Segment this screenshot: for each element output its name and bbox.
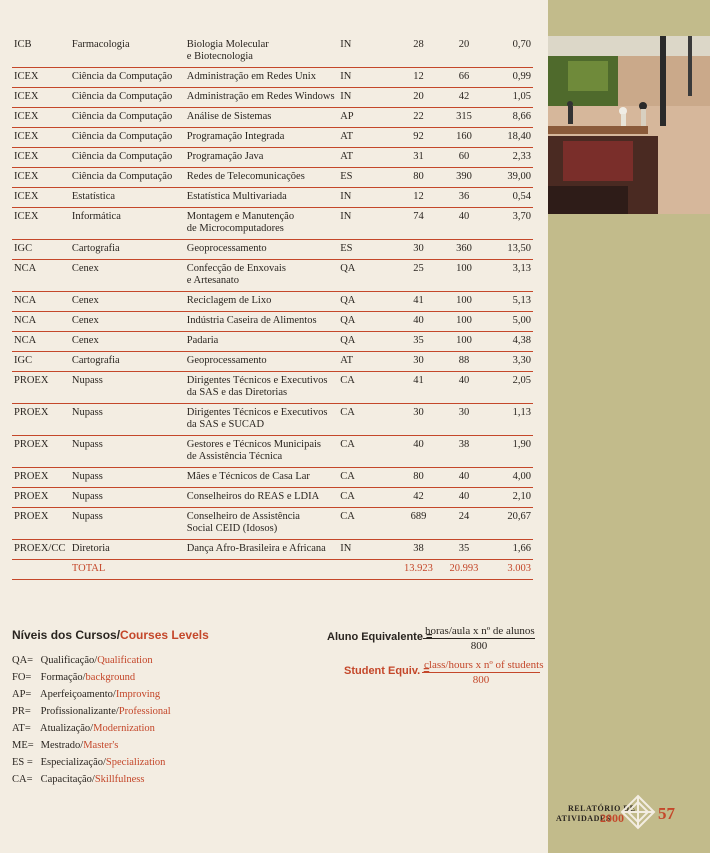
courses-table <box>12 36 533 580</box>
cell-unit: ICEX <box>12 88 70 108</box>
cell-hours: 92 <box>395 128 442 148</box>
cell-level: CA <box>338 436 395 468</box>
cell-students: 30 <box>442 404 486 436</box>
cell-unit: ICB <box>12 36 70 68</box>
level-en: Professional <box>118 706 171 717</box>
cell-course-name: Conselheiros do REAS e LDIA <box>185 488 338 508</box>
levels-title-en: Courses Levels <box>120 628 209 642</box>
cell-hours: 80 <box>395 168 442 188</box>
cell-course-name: Redes de Telecomunicações <box>185 168 338 188</box>
course-levels-legend <box>12 628 209 788</box>
cell-students: 160 <box>442 128 486 148</box>
cell-course-name: Montagem e Manutenção de Microcomputadores <box>185 208 338 240</box>
cell-students: 88 <box>442 352 486 372</box>
cell-level: AT <box>338 352 395 372</box>
table-row <box>12 188 533 208</box>
cell-equivalent: 5,13 <box>486 292 533 312</box>
table-row <box>12 68 533 88</box>
cell-unit: PROEX/CC <box>12 540 70 560</box>
cell-hours: 20 <box>395 88 442 108</box>
cell-unit: NCA <box>12 260 70 292</box>
cell-unit: PROEX <box>12 436 70 468</box>
cell-hours: 30 <box>395 352 442 372</box>
cell-unit: ICEX <box>12 208 70 240</box>
formula-en-numerator: class/hours x nº of students <box>424 659 544 671</box>
cell-department: Ciência da Computação <box>70 88 185 108</box>
table-row <box>12 128 533 148</box>
level-en: Specialization <box>105 757 166 768</box>
cell-department: Ciência da Computação <box>70 148 185 168</box>
cell-equivalent: 13,50 <box>486 240 533 260</box>
cell-level: IN <box>338 188 395 208</box>
cell-unit: ICEX <box>12 148 70 168</box>
cell-students: 100 <box>442 292 486 312</box>
table-row <box>12 148 533 168</box>
cell-equivalent: 0,54 <box>486 188 533 208</box>
cell-equivalent: 0,99 <box>486 68 533 88</box>
level-pt: Aperfeiçoamento/ <box>40 689 116 700</box>
level-code: ME= <box>12 740 34 751</box>
cell-department: Cartografia <box>70 240 185 260</box>
cell-equivalent: 18,40 <box>486 128 533 148</box>
levels-title-pt: Níveis dos Cursos/ <box>12 628 121 642</box>
cell-course-name: Indústria Caseira de Alimentos <box>185 312 338 332</box>
cell-level: IN <box>338 68 395 88</box>
cell-equivalent: 1,05 <box>486 88 533 108</box>
cell-hours: 12 <box>395 68 442 88</box>
cell-hours: 40 <box>395 312 442 332</box>
table-row <box>12 332 533 352</box>
level-code: AP= <box>12 689 32 700</box>
level-code: QA= <box>12 655 34 666</box>
cell-equivalent: 2,05 <box>486 372 533 404</box>
cell-students: 40 <box>442 372 486 404</box>
level-pt: Qualificação/ <box>40 655 98 666</box>
level-en: background <box>85 672 136 683</box>
cell-hours: 74 <box>395 208 442 240</box>
cell-course-name: Geoprocessamento <box>185 240 338 260</box>
cell-department: Ciência da Computação <box>70 108 185 128</box>
level-en: Qualification <box>97 655 153 666</box>
level-pt: Especialização/ <box>40 757 106 768</box>
level-item <box>12 771 209 788</box>
level-pt: Formação/ <box>40 672 86 683</box>
cell-students: 40 <box>442 468 486 488</box>
cell-hours: 38 <box>395 540 442 560</box>
cell-course-name: Análise de Sistemas <box>185 108 338 128</box>
total-row <box>12 560 533 580</box>
cell-students: 360 <box>442 240 486 260</box>
footer-line2: ATIVIDADES <box>556 814 611 823</box>
total-students: 20.993 <box>442 560 486 580</box>
campus-photo <box>548 36 710 214</box>
cell-hours: 28 <box>395 36 442 68</box>
cell-students: 42 <box>442 88 486 108</box>
level-item <box>12 737 209 754</box>
cell-hours: 41 <box>395 372 442 404</box>
cell-students: 60 <box>442 148 486 168</box>
cell-course-name: Dança Afro-Brasileira e Africana <box>185 540 338 560</box>
cell-equivalent: 3,30 <box>486 352 533 372</box>
formula-pt-numerator: horas/aula x nº de alunos <box>425 625 535 637</box>
table-row <box>12 372 533 404</box>
table-row <box>12 168 533 188</box>
cell-department: Cartografia <box>70 352 185 372</box>
level-item <box>12 669 209 686</box>
cell-unit: IGC <box>12 240 70 260</box>
cell-level: CA <box>338 372 395 404</box>
cell-level: QA <box>338 312 395 332</box>
cell-department: Ciência da Computação <box>70 128 185 148</box>
cell-level: CA <box>338 508 395 540</box>
cell-students: 38 <box>442 436 486 468</box>
cell-department: Cenex <box>70 312 185 332</box>
levels-title <box>12 628 209 642</box>
level-code: PR= <box>12 706 31 717</box>
cell-department: Diretoria <box>70 540 185 560</box>
cell-unit: NCA <box>12 332 70 352</box>
cell-department: Cenex <box>70 292 185 312</box>
cell-students: 66 <box>442 68 486 88</box>
cell-equivalent: 3,13 <box>486 260 533 292</box>
cell-course-name: Geoprocessamento <box>185 352 338 372</box>
cell-equivalent: 2,10 <box>486 488 533 508</box>
cell-hours: 80 <box>395 468 442 488</box>
cell-course-name: Estatística Multivariada <box>185 188 338 208</box>
formula-pt-denominator: 800 <box>470 640 488 652</box>
report-footer <box>556 794 706 834</box>
level-item <box>12 703 209 720</box>
level-item <box>12 754 209 771</box>
cell-hours: 40 <box>395 436 442 468</box>
total-label: TOTAL <box>70 560 185 580</box>
cell-course-name: Administração em Redes Windows <box>185 88 338 108</box>
cell-hours: 42 <box>395 488 442 508</box>
table-row <box>12 540 533 560</box>
cell-students: 40 <box>442 208 486 240</box>
cell-level: AT <box>338 148 395 168</box>
cell-students: 390 <box>442 168 486 188</box>
cell-level: QA <box>338 260 395 292</box>
cell-course-name: Mães e Técnicos de Casa Lar <box>185 468 338 488</box>
cell-students: 20 <box>442 36 486 68</box>
table-row <box>12 508 533 540</box>
cell-hours: 30 <box>395 404 442 436</box>
cell-department: Informática <box>70 208 185 240</box>
formula-en-label: Student Equiv. = <box>344 665 430 677</box>
level-code: FO= <box>12 672 32 683</box>
cell-students: 100 <box>442 260 486 292</box>
cell-hours: 689 <box>395 508 442 540</box>
table-row <box>12 36 533 68</box>
cell-unit: IGC <box>12 352 70 372</box>
footer-line1: RELATÓRIO DE <box>568 804 636 813</box>
cell-course-name: Reciclagem de Lixo <box>185 292 338 312</box>
table-row <box>12 312 533 332</box>
cell-students: 100 <box>442 312 486 332</box>
cell-unit: ICEX <box>12 168 70 188</box>
cell-unit: PROEX <box>12 488 70 508</box>
cell-unit: PROEX <box>12 508 70 540</box>
level-pt: Atualização/ <box>40 723 94 734</box>
cell-department: Farmacologia <box>70 36 185 68</box>
cell-equivalent: 1,13 <box>486 404 533 436</box>
cell-level: IN <box>338 540 395 560</box>
cell-students: 40 <box>442 488 486 508</box>
cell-department: Cenex <box>70 260 185 292</box>
cell-course-name: Biologia Molecular e Biotecnologia <box>185 36 338 68</box>
cell-students: 36 <box>442 188 486 208</box>
cell-level: ES <box>338 240 395 260</box>
cell-equivalent: 2,33 <box>486 148 533 168</box>
formula-en-denominator: 800 <box>472 674 490 686</box>
formula-pt-label: Aluno Equivalente = <box>327 631 433 643</box>
cell-course-name: Padaria <box>185 332 338 352</box>
cell-equivalent: 39,00 <box>486 168 533 188</box>
level-item <box>12 720 209 737</box>
cell-course-name: Programação Integrada <box>185 128 338 148</box>
total-hours: 13.923 <box>395 560 442 580</box>
level-pt: Capacitação/ <box>40 774 95 785</box>
footer-year: 2000 <box>600 811 624 825</box>
cell-unit: PROEX <box>12 468 70 488</box>
cell-department: Ciência da Computação <box>70 68 185 88</box>
cell-unit: ICEX <box>12 68 70 88</box>
table-row <box>12 292 533 312</box>
cell-course-name: Programação Java <box>185 148 338 168</box>
cell-department: Nupass <box>70 488 185 508</box>
cell-level: IN <box>338 208 395 240</box>
cell-level: ES <box>338 168 395 188</box>
level-en: Skillfulness <box>94 774 145 785</box>
level-en: Improving <box>115 689 161 700</box>
cell-hours: 41 <box>395 292 442 312</box>
level-item <box>12 652 209 669</box>
cell-equivalent: 1,66 <box>486 540 533 560</box>
cell-level: CA <box>338 468 395 488</box>
cell-unit: ICEX <box>12 128 70 148</box>
table-row <box>12 404 533 436</box>
cell-level: IN <box>338 36 395 68</box>
cell-equivalent: 1,90 <box>486 436 533 468</box>
cell-equivalent: 0,70 <box>486 36 533 68</box>
cell-students: 35 <box>442 540 486 560</box>
cell-hours: 31 <box>395 148 442 168</box>
cell-unit: ICEX <box>12 188 70 208</box>
report-logo-icon <box>620 794 656 830</box>
cell-course-name: Gestores e Técnicos Municipais de Assistência Técnica <box>185 436 338 468</box>
cell-department: Nupass <box>70 436 185 468</box>
level-code: CA= <box>12 774 33 785</box>
cell-level: QA <box>338 332 395 352</box>
cell-level: CA <box>338 404 395 436</box>
cell-equivalent: 3,70 <box>486 208 533 240</box>
table-row <box>12 208 533 240</box>
cell-hours: 30 <box>395 240 442 260</box>
cell-hours: 12 <box>395 188 442 208</box>
cell-department: Nupass <box>70 468 185 488</box>
cell-course-name: Dirigentes Técnicos e Executivos da SAS e SUCAD <box>185 404 338 436</box>
cell-department: Cenex <box>70 332 185 352</box>
cell-hours: 22 <box>395 108 442 128</box>
table-row <box>12 240 533 260</box>
cell-department: Nupass <box>70 404 185 436</box>
cell-level: CA <box>338 488 395 508</box>
cell-course-name: Dirigentes Técnicos e Executivos da SAS e das Diretorias <box>185 372 338 404</box>
table-row <box>12 436 533 468</box>
cell-unit: PROEX <box>12 404 70 436</box>
cell-hours: 25 <box>395 260 442 292</box>
table-row <box>12 352 533 372</box>
cell-equivalent: 8,66 <box>486 108 533 128</box>
cell-hours: 35 <box>395 332 442 352</box>
cell-department: Nupass <box>70 372 185 404</box>
level-pt: Mestrado/ <box>40 740 84 751</box>
cell-department: Nupass <box>70 508 185 540</box>
cell-unit: NCA <box>12 292 70 312</box>
total-equiv: 3.003 <box>486 560 533 580</box>
cell-department: Estatística <box>70 188 185 208</box>
cell-unit: NCA <box>12 312 70 332</box>
level-code: ES = <box>12 757 33 768</box>
table-row <box>12 468 533 488</box>
level-en: Master's <box>83 740 119 751</box>
cell-equivalent: 4,38 <box>486 332 533 352</box>
level-code: AT= <box>12 723 31 734</box>
cell-level: AP <box>338 108 395 128</box>
table-row <box>12 260 533 292</box>
cell-unit: ICEX <box>12 108 70 128</box>
cell-equivalent: 5,00 <box>486 312 533 332</box>
cell-equivalent: 20,67 <box>486 508 533 540</box>
cell-level: AT <box>338 128 395 148</box>
cell-students: 315 <box>442 108 486 128</box>
cell-course-name: Confecção de Enxovais e Artesanato <box>185 260 338 292</box>
cell-course-name: Conselheiro de Assistência Social CEID (Idosos) <box>185 508 338 540</box>
level-en: Modernization <box>93 723 155 734</box>
cell-department: Ciência da Computação <box>70 168 185 188</box>
cell-course-name: Administração em Redes Unix <box>185 68 338 88</box>
table-row <box>12 488 533 508</box>
table-row <box>12 108 533 128</box>
table-row <box>12 88 533 108</box>
cell-students: 24 <box>442 508 486 540</box>
page-number: 57 <box>658 804 675 823</box>
level-pt: Profissionalizante/ <box>40 706 119 717</box>
level-item <box>12 686 209 703</box>
cell-unit: PROEX <box>12 372 70 404</box>
cell-students: 100 <box>442 332 486 352</box>
cell-level: IN <box>338 88 395 108</box>
cell-level: QA <box>338 292 395 312</box>
cell-equivalent: 4,00 <box>486 468 533 488</box>
